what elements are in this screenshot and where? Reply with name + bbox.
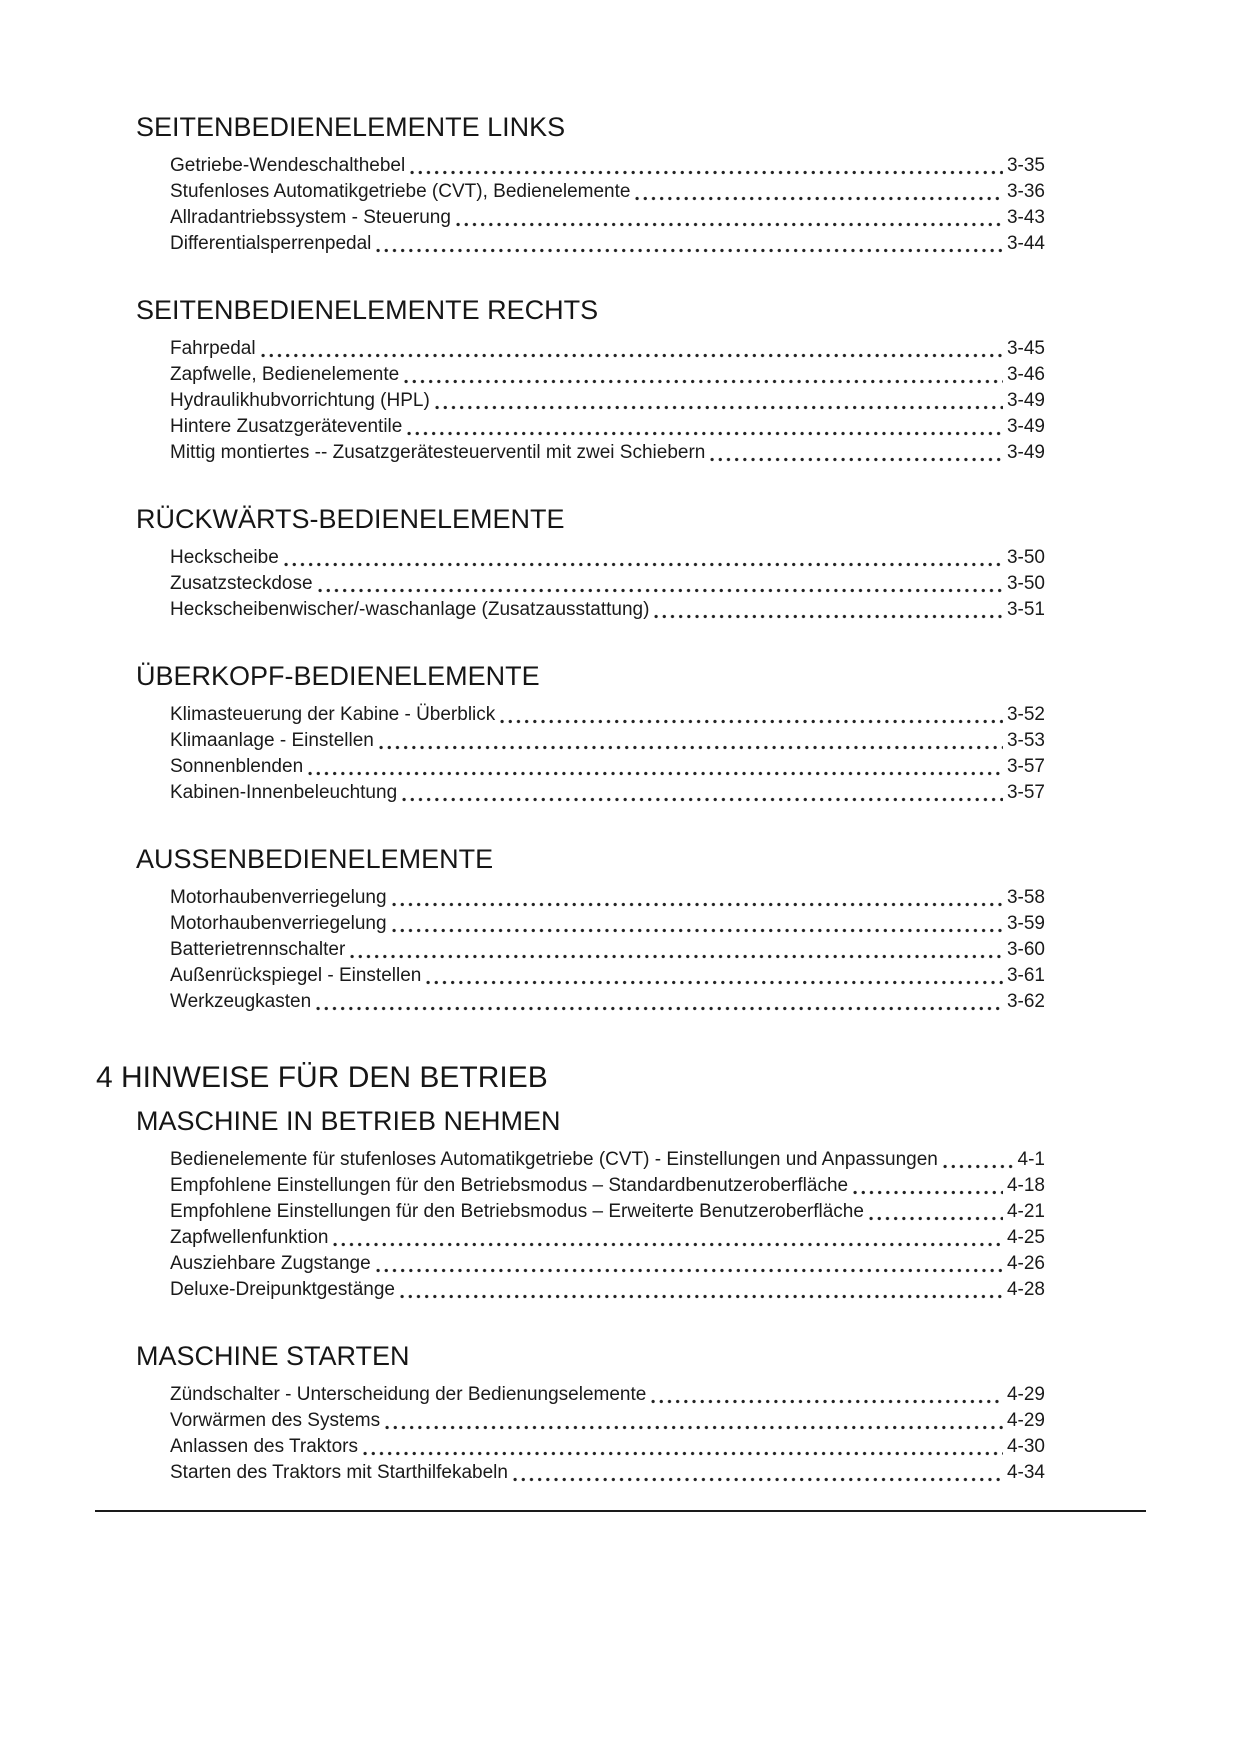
toc-entry [170, 153, 1045, 179]
entry-title: Zusatzsteckdose [170, 573, 313, 595]
toc-section [136, 844, 1045, 1015]
toc-section [136, 661, 1045, 806]
toc-entry [170, 597, 1045, 623]
entry-page-number: 3-59 [1006, 913, 1045, 935]
section-heading: ÜBERKOPF-BEDIENELEMENTE [136, 661, 540, 692]
entry-page-number: 4-29 [1006, 1409, 1045, 1431]
toc-entry [170, 571, 1045, 597]
toc-entry [170, 728, 1045, 754]
toc-section [136, 112, 1045, 257]
toc-entry [170, 231, 1045, 257]
section-heading: AUSSENBEDIENELEMENTE [136, 844, 494, 875]
toc-section [136, 1341, 1045, 1486]
leader-dots [424, 980, 1003, 985]
entry-title: Heckscheibe [170, 547, 279, 569]
leader-dots [314, 1006, 1003, 1011]
entry-page-number: 3-35 [1006, 155, 1045, 177]
entry-title: Klimasteuerung der Kabine - Überblick [170, 704, 496, 726]
leader-dots [652, 614, 1003, 619]
entry-title: Stufenloses Automatikgetriebe (CVT), Bedienelemente [170, 181, 631, 203]
entry-title: Differentialsperrenpedal [170, 233, 372, 255]
toc-entry [170, 1460, 1045, 1486]
entry-page-number: 4-34 [1006, 1461, 1045, 1483]
entry-page-number: 3-50 [1006, 547, 1045, 569]
leader-dots [851, 1190, 1003, 1195]
toc-entry [170, 440, 1045, 466]
entry-page-number: 3-43 [1006, 207, 1045, 229]
leader-dots [941, 1164, 1014, 1169]
leader-dots [282, 562, 1003, 567]
leader-dots [511, 1477, 1003, 1482]
toc-entry [170, 911, 1045, 937]
toc-entry [170, 1173, 1045, 1199]
entry-title: Allradantriebssystem - Steuerung [170, 207, 451, 229]
leader-dots [867, 1216, 1003, 1221]
leader-dots [383, 1425, 1003, 1430]
leader-dots [374, 248, 1003, 253]
entry-page-number: 3-49 [1006, 442, 1045, 464]
leader-dots [400, 797, 1003, 802]
entry-page-number: 3-46 [1006, 364, 1045, 386]
toc-entry [170, 362, 1045, 388]
entry-title: Anlassen des Traktors [170, 1435, 358, 1457]
entry-page-number: 3-61 [1006, 965, 1045, 987]
leader-dots [377, 745, 1003, 750]
leader-dots [408, 170, 1003, 175]
entry-page-number: 3-50 [1006, 573, 1045, 595]
entry-list [170, 702, 1045, 806]
entry-page-number: 3-45 [1006, 338, 1045, 360]
leader-dots [402, 379, 1003, 384]
entry-title: Zapfwelle, Bedienelemente [170, 364, 400, 386]
entry-title: Hydraulikhubvorrichtung (HPL) [170, 390, 430, 412]
entry-title: Mittig montiertes -- Zusatzgerätesteuerventil mit zwei Schiebern [170, 442, 706, 464]
leader-dots [390, 928, 1003, 933]
toc-entry [170, 1408, 1045, 1434]
entry-title: Zündschalter - Unterscheidung der Bedienungselemente [170, 1383, 647, 1405]
leader-dots [633, 196, 1002, 201]
leader-dots [390, 902, 1003, 907]
entry-list [170, 545, 1045, 623]
chapter-heading: 4 HINWEISE FÜR DEN BETRIEB [96, 1061, 548, 1095]
leader-dots [498, 719, 1003, 724]
entry-page-number: 4-1 [1017, 1148, 1045, 1170]
toc-section [136, 295, 1045, 466]
leader-dots [433, 405, 1003, 410]
entry-title: Bedienelemente für stufenloses Automatikgetriebe (CVT) - Einstellungen und Anpassungen [170, 1148, 938, 1170]
entry-page-number: 4-26 [1006, 1252, 1045, 1274]
section-heading: MASCHINE IN BETRIEB NEHMEN [136, 1105, 561, 1136]
entry-title: Vorwärmen des Systems [170, 1409, 381, 1431]
entry-title: Werkzeugkasten [170, 991, 312, 1013]
toc-entry [170, 336, 1045, 362]
toc-entry [170, 1225, 1045, 1251]
toc-entry [170, 205, 1045, 231]
entry-title: Motorhaubenverriegelung [170, 887, 387, 909]
toc-entry [170, 1434, 1045, 1460]
entry-title: Fahrpedal [170, 338, 256, 360]
entry-title: Deluxe-Dreipunktgestänge [170, 1278, 395, 1300]
toc-entry [170, 414, 1045, 440]
entry-title: Zapfwellenfunktion [170, 1226, 329, 1248]
toc-entry [170, 885, 1045, 911]
entry-page-number: 4-28 [1006, 1278, 1045, 1300]
toc-entry [170, 179, 1045, 205]
entry-list [170, 1147, 1045, 1303]
entry-title: Kabinen-Innenbeleuchtung [170, 782, 398, 804]
leader-dots [454, 222, 1003, 227]
entry-page-number: 4-18 [1006, 1174, 1045, 1196]
entry-page-number: 3-36 [1006, 181, 1045, 203]
entry-page-number: 3-52 [1006, 704, 1045, 726]
leader-dots [398, 1294, 1003, 1299]
toc-entry [170, 963, 1045, 989]
entry-list [170, 1382, 1045, 1486]
section-heading: SEITENBEDIENELEMENTE LINKS [136, 112, 566, 142]
toc-entry [170, 1199, 1045, 1225]
toc-entry [170, 388, 1045, 414]
entry-title: Empfohlene Einstellungen für den Betriebsmodus – Erweiterte Benutzeroberfläche [170, 1200, 864, 1222]
entry-title: Starten des Traktors mit Starthilfekabeln [170, 1461, 508, 1483]
entry-page-number: 3-49 [1006, 390, 1045, 412]
footer-rule [95, 1510, 1146, 1512]
toc-entry [170, 937, 1045, 963]
section-heading: MASCHINE STARTEN [136, 1340, 410, 1371]
entry-title: Hintere Zusatzgeräteventile [170, 416, 403, 438]
entry-page-number: 3-57 [1006, 782, 1045, 804]
entry-title: Motorhaubenverriegelung [170, 913, 387, 935]
entry-list [170, 153, 1045, 257]
entry-page-number: 3-57 [1006, 756, 1045, 778]
entry-page-number: 3-44 [1006, 233, 1045, 255]
entry-page-number: 4-21 [1006, 1200, 1045, 1222]
toc-entry [170, 754, 1045, 780]
entry-page-number: 3-58 [1006, 887, 1045, 909]
leader-dots [374, 1268, 1003, 1273]
entry-title: Ausziehbare Zugstange [170, 1252, 371, 1274]
entry-list [170, 885, 1045, 1015]
table-of-contents [96, 112, 1045, 1486]
entry-list [170, 336, 1045, 466]
toc-section [136, 1106, 1045, 1303]
section-heading: SEITENBEDIENELEMENTE RECHTS [136, 295, 599, 326]
toc-entry [170, 780, 1045, 806]
entry-title: Klimaanlage - Einstellen [170, 730, 374, 752]
entry-page-number: 3-60 [1006, 939, 1045, 961]
leader-dots [259, 353, 1003, 358]
leader-dots [348, 954, 1003, 959]
leader-dots [361, 1451, 1003, 1456]
toc-entry [170, 989, 1045, 1015]
toc-entry [170, 545, 1045, 571]
leader-dots [649, 1399, 1003, 1404]
section-heading: RÜCKWÄRTS-BEDIENELEMENTE [136, 504, 565, 535]
toc-entry [170, 1277, 1045, 1303]
entry-title: Empfohlene Einstellungen für den Betriebsmodus – Standardbenutzeroberfläche [170, 1174, 849, 1196]
entry-title: Außenrückspiegel - Einstellen [170, 965, 422, 987]
entry-title: Batterietrennschalter [170, 939, 346, 961]
toc-entry [170, 1251, 1045, 1277]
entry-page-number: 3-62 [1006, 991, 1045, 1013]
leader-dots [316, 588, 1003, 593]
entry-title: Heckscheibenwischer/-waschanlage (Zusatzausstattung) [170, 599, 650, 621]
entry-title: Sonnenblenden [170, 756, 304, 778]
toc-entry [170, 702, 1045, 728]
entry-page-number: 3-53 [1006, 730, 1045, 752]
leader-dots [306, 771, 1003, 776]
entry-title: Getriebe-Wendeschalthebel [170, 155, 406, 177]
entry-page-number: 4-25 [1006, 1226, 1045, 1248]
entry-page-number: 3-51 [1006, 599, 1045, 621]
leader-dots [405, 431, 1003, 436]
entry-page-number: 3-49 [1006, 416, 1045, 438]
toc-entry [170, 1382, 1045, 1408]
toc-section [136, 504, 1045, 623]
entry-page-number: 4-30 [1006, 1435, 1045, 1457]
leader-dots [331, 1242, 1003, 1247]
toc-entry [170, 1147, 1045, 1173]
leader-dots [708, 457, 1003, 462]
entry-page-number: 4-29 [1006, 1383, 1045, 1405]
